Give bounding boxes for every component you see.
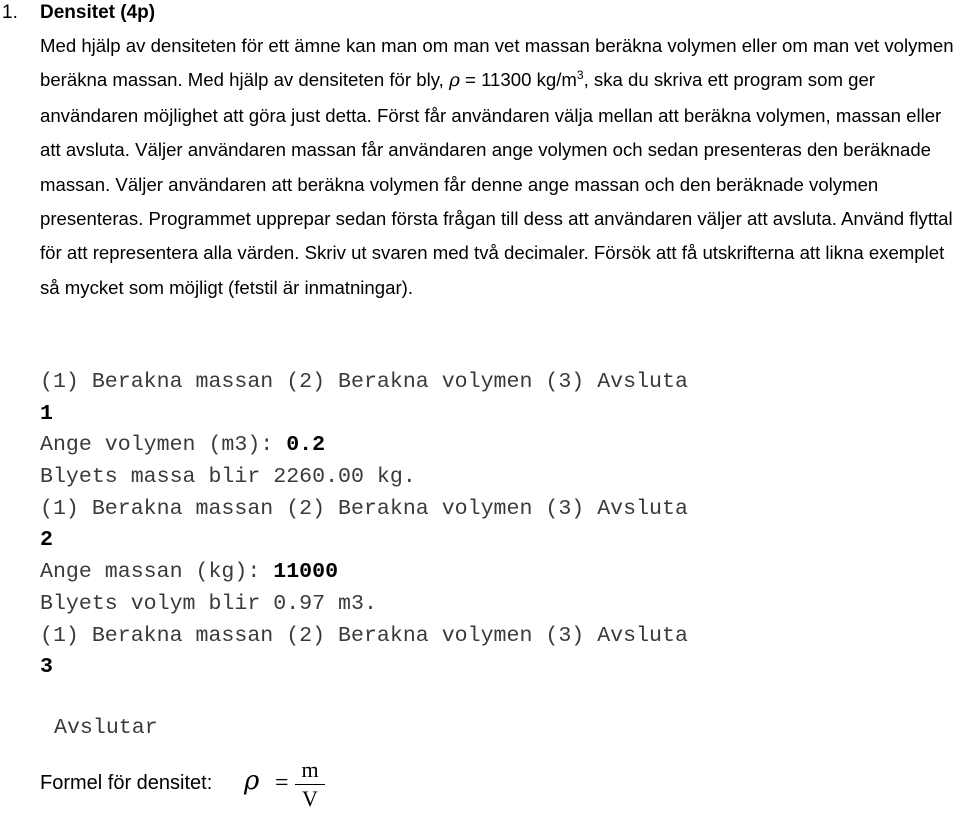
question-text	[40, 29, 958, 305]
question-number: 1.	[2, 2, 18, 23]
console-prompt-mass: Ange massan (kg):	[40, 560, 274, 585]
console-input-choice-1: 1	[40, 401, 53, 426]
console-input-mass: 11000	[273, 560, 339, 585]
formula-label: Formel för densitet:	[40, 772, 213, 794]
console-menu-line: (1) Berakna massan (2) Berakna volymen (3) Avsluta	[40, 370, 688, 394]
console-result-volume: Blyets volym blir 0.97 m3.	[40, 591, 377, 616]
console-result-mass: Blyets massa blir 2260.00 kg.	[40, 465, 416, 490]
console-input-choice-3: 3	[40, 655, 53, 680]
formula-rho-symbol: ρ	[244, 766, 260, 796]
console-menu-line: (1) Berakna massan (2) Berakna volymen (3) Avsluta	[40, 496, 688, 521]
density-exponent: 3	[576, 68, 584, 83]
formula-denominator: V	[302, 786, 318, 811]
question-title: Densitet (4p)	[40, 2, 156, 23]
formula-equals-sign: =	[275, 770, 289, 796]
console-mass-line	[40, 557, 688, 589]
console-menu-line: (1) Berakna massan (2) Berakna volymen (3) Avsluta	[40, 623, 688, 648]
console-prompt-volume: Ange volymen (m3):	[40, 433, 287, 458]
text-before-rho: Med hjälp av densiteten för ett ämne kan man om man vet massan beräkna volymen eller om man vet volymen beräkna massan. Med hjälp av densiteten för bly,	[40, 35, 954, 91]
console-input-volume: 0.2	[286, 433, 326, 458]
console-input-choice-2: 2	[40, 528, 53, 553]
console-volume-line	[40, 430, 688, 462]
formula-numerator: m	[301, 757, 319, 782]
density-value: = 11300 kg/m	[459, 69, 577, 91]
console-exit-text: Avslutar	[54, 716, 158, 740]
console-example	[40, 367, 688, 684]
text-after: , ska du skriva ett program som ger användaren möjlighet att göra just detta. Först får användaren välja mellan att beräkna volymen, massan eller att avsluta. Väljer användaren massan får användaren ange volymen och sedan presenteras den beräknade massan. Väljer användaren att beräkna volymen får denne ange massan och den beräknade volymen presenteras. Programmet upprepar sedan första frågan till dess att användaren väljer att avsluta. Använd flyttal för att representera alla värden. Skriv ut svaren med två decimaler. Försök att få utskrifterna att likna exemplet så mycket som möjligt (fetstil är inmatningar).	[40, 69, 953, 298]
formula-fraction	[295, 758, 325, 811]
rho-symbol: ρ	[448, 70, 460, 92]
fraction-bar	[295, 784, 325, 785]
